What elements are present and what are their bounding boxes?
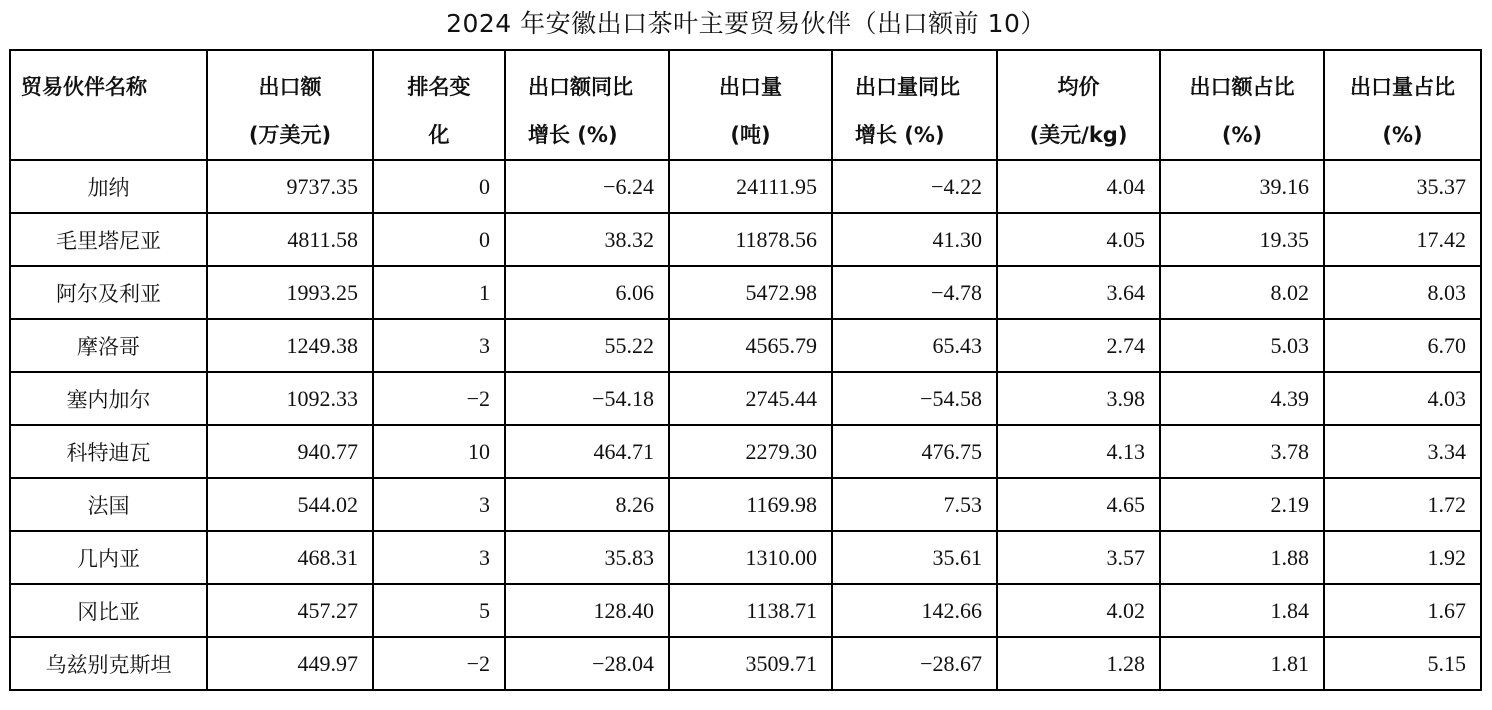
cell-export-value-yoy: 35.83: [505, 531, 669, 584]
cell-export-value-yoy: −54.18: [505, 372, 669, 425]
cell-export-volume: 2745.44: [669, 372, 832, 425]
cell-export-value-share: 8.02: [1160, 266, 1324, 319]
cell-rank-change: 0: [373, 213, 505, 266]
cell-export-value: 940.77: [207, 425, 373, 478]
cell-rank-change: 10: [373, 425, 505, 478]
cell-export-volume-yoy: 65.43: [832, 319, 997, 372]
cell-export-value-share: 3.78: [1160, 425, 1324, 478]
cell-export-volume: 4565.79: [669, 319, 832, 372]
cell-average-price: 2.74: [997, 319, 1160, 372]
cell-export-volume-yoy: 476.75: [832, 425, 997, 478]
cell-export-volume: 1169.98: [669, 478, 832, 531]
cell-rank-change: −2: [373, 372, 505, 425]
table-row: [10, 160, 1481, 213]
cell-export-volume-yoy: 142.66: [832, 584, 997, 637]
trade-partners-table: [9, 49, 1482, 691]
cell-partner-name: 加纳: [10, 160, 207, 213]
header-export-volume: 出口量 (吨): [669, 50, 832, 160]
header-export-value-share: 出口额占比 (%): [1160, 50, 1324, 160]
cell-export-volume-share: 17.42: [1324, 213, 1481, 266]
cell-export-value-share: 39.16: [1160, 160, 1324, 213]
cell-partner-name: 塞内加尔: [10, 372, 207, 425]
cell-average-price: 3.57: [997, 531, 1160, 584]
cell-export-volume: 11878.56: [669, 213, 832, 266]
cell-export-volume-share: 1.67: [1324, 584, 1481, 637]
cell-export-value-share: 5.03: [1160, 319, 1324, 372]
cell-export-value-yoy: 6.06: [505, 266, 669, 319]
table-row: [10, 372, 1481, 425]
header-export-volume-share: 出口量占比 (%): [1324, 50, 1481, 160]
table-row: [10, 531, 1481, 584]
header-average-price: 均价 (美元/kg): [997, 50, 1160, 160]
cell-export-value-yoy: −6.24: [505, 160, 669, 213]
cell-export-value: 1249.38: [207, 319, 373, 372]
cell-average-price: 4.65: [997, 478, 1160, 531]
cell-export-volume-share: 5.15: [1324, 637, 1481, 690]
cell-rank-change: 3: [373, 478, 505, 531]
cell-rank-change: 1: [373, 266, 505, 319]
cell-export-value-yoy: 55.22: [505, 319, 669, 372]
cell-export-value: 468.31: [207, 531, 373, 584]
table-row: [10, 266, 1481, 319]
header-rank-change: 排名变 化: [373, 50, 505, 160]
cell-export-value: 9737.35: [207, 160, 373, 213]
cell-partner-name: 法国: [10, 478, 207, 531]
cell-export-volume-yoy: −4.22: [832, 160, 997, 213]
cell-export-volume: 1310.00: [669, 531, 832, 584]
cell-export-volume-share: 1.72: [1324, 478, 1481, 531]
cell-export-volume-share: 3.34: [1324, 425, 1481, 478]
cell-partner-name: 冈比亚: [10, 584, 207, 637]
cell-export-value-yoy: 128.40: [505, 584, 669, 637]
cell-export-volume-yoy: 7.53: [832, 478, 997, 531]
cell-rank-change: 5: [373, 584, 505, 637]
cell-average-price: 3.98: [997, 372, 1160, 425]
table-row: [10, 478, 1481, 531]
cell-export-volume-yoy: 35.61: [832, 531, 997, 584]
cell-export-volume-yoy: −28.67: [832, 637, 997, 690]
cell-average-price: 4.04: [997, 160, 1160, 213]
cell-export-value: 1092.33: [207, 372, 373, 425]
cell-partner-name: 几内亚: [10, 531, 207, 584]
cell-export-volume-yoy: 41.30: [832, 213, 997, 266]
cell-export-volume: 2279.30: [669, 425, 832, 478]
cell-rank-change: 3: [373, 319, 505, 372]
cell-export-value: 544.02: [207, 478, 373, 531]
cell-export-volume-yoy: −4.78: [832, 266, 997, 319]
table-title: 2024 年安徽出口茶叶主要贸易伙伴（出口额前 10）: [446, 9, 1046, 38]
cell-average-price: 1.28: [997, 637, 1160, 690]
header-row: [10, 50, 1481, 160]
cell-partner-name: 科特迪瓦: [10, 425, 207, 478]
cell-partner-name: 乌兹别克斯坦: [10, 637, 207, 690]
cell-export-value-share: 2.19: [1160, 478, 1324, 531]
cell-export-value: 1993.25: [207, 266, 373, 319]
cell-partner-name: 毛里塔尼亚: [10, 213, 207, 266]
cell-export-volume-share: 1.92: [1324, 531, 1481, 584]
table-row: [10, 584, 1481, 637]
cell-average-price: 3.64: [997, 266, 1160, 319]
header-export-value-yoy: 出口额同比 增长 (%): [505, 50, 669, 160]
cell-export-value-yoy: −28.04: [505, 637, 669, 690]
cell-average-price: 4.02: [997, 584, 1160, 637]
cell-export-value-share: 19.35: [1160, 213, 1324, 266]
header-export-value: 出口额 (万美元): [207, 50, 373, 160]
header-export-volume-yoy: 出口量同比 增长 (%): [832, 50, 997, 160]
cell-export-volume-share: 35.37: [1324, 160, 1481, 213]
cell-export-volume: 3509.71: [669, 637, 832, 690]
cell-export-volume: 24111.95: [669, 160, 832, 213]
cell-average-price: 4.13: [997, 425, 1160, 478]
table-body: [10, 160, 1481, 690]
cell-export-value-yoy: 38.32: [505, 213, 669, 266]
cell-rank-change: −2: [373, 637, 505, 690]
header-partner-name: 贸易伙伴名称: [10, 50, 207, 160]
cell-rank-change: 3: [373, 531, 505, 584]
cell-partner-name: 阿尔及利亚: [10, 266, 207, 319]
cell-export-value: 449.97: [207, 637, 373, 690]
cell-export-value-share: 1.88: [1160, 531, 1324, 584]
cell-partner-name: 摩洛哥: [10, 319, 207, 372]
cell-average-price: 4.05: [997, 213, 1160, 266]
cell-rank-change: 0: [373, 160, 505, 213]
cell-export-volume: 5472.98: [669, 266, 832, 319]
cell-export-volume-share: 8.03: [1324, 266, 1481, 319]
cell-export-value-share: 1.81: [1160, 637, 1324, 690]
cell-export-value-yoy: 8.26: [505, 478, 669, 531]
cell-export-value: 4811.58: [207, 213, 373, 266]
cell-export-value-share: 4.39: [1160, 372, 1324, 425]
cell-export-volume-yoy: −54.58: [832, 372, 997, 425]
table-row: [10, 319, 1481, 372]
cell-export-volume-share: 4.03: [1324, 372, 1481, 425]
table-row: [10, 425, 1481, 478]
cell-export-volume: 1138.71: [669, 584, 832, 637]
cell-export-value: 457.27: [207, 584, 373, 637]
table-row: [10, 637, 1481, 690]
cell-export-value-yoy: 464.71: [505, 425, 669, 478]
cell-export-volume-share: 6.70: [1324, 319, 1481, 372]
table-row: [10, 213, 1481, 266]
cell-export-value-share: 1.84: [1160, 584, 1324, 637]
